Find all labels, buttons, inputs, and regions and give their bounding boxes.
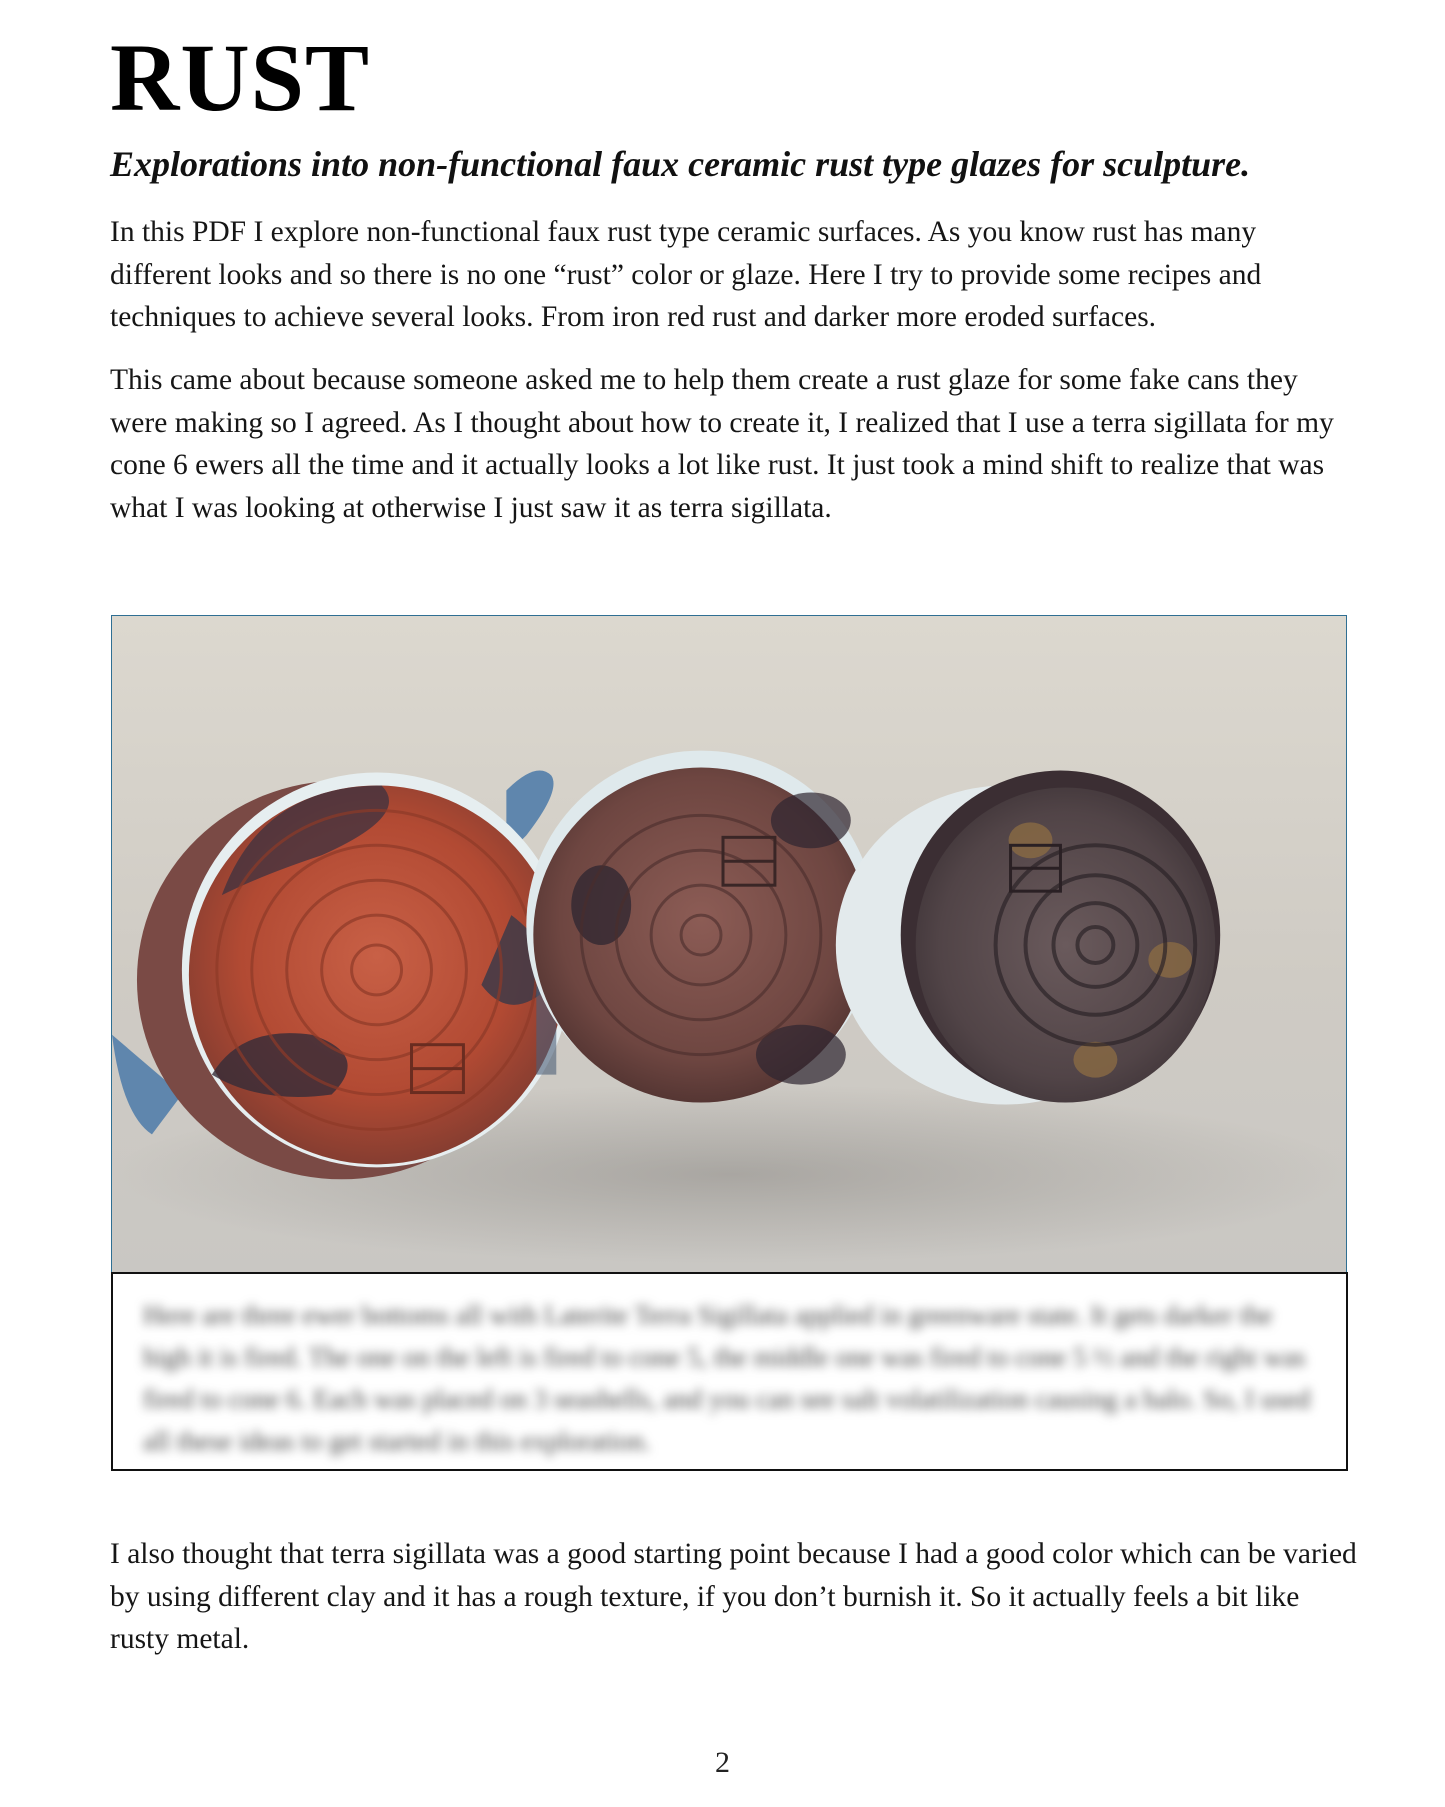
page-subtitle: Explorations into non-functional faux ceramic rust type glazes for sculpture. (110, 144, 1251, 184)
page-number: 2 (715, 1746, 730, 1779)
page-title: RUST (110, 24, 371, 131)
ewer-bottoms-photo (111, 615, 1347, 1275)
intro-paragraph: In this PDF I explore non-functional faux rust type ceramic surfaces. As you know rust has many different looks and so there is no one “rust” color or glaze. Here I try to provide some recipes and techniques to achieve several looks. From iron red rust and darker more eroded surfaces. (110, 216, 1262, 333)
closing-paragraph: I also thought that terra sigillata was a good starting point because I had a good color which can be varied by using different clay and it has a rough texture, if you don’t burnish it. So it actually feels a bit like rusty metal. (110, 1538, 1357, 1655)
photo-caption-box (111, 1272, 1348, 1471)
background-paragraph: This came about because someone asked me to help them create a rust glaze for some fake cans they were making so I agreed. As I thought about how to create it, I realized that I use a terra sigillata for my cone 6 ewers all the time and it actually looks a lot like rust. It just took a mind shift to realize that was what I was looking at otherwise I just saw it as terra sigillata. (110, 364, 1334, 524)
ewer-bottoms-illustration (112, 616, 1346, 1274)
photo-caption: Here are three ewer bottoms all with Laterite Terra Sigillata applied in greenware state. It gets darker the high it is fired. The one on the left is fired to cone 5, the middle one was fired to cone 5 ½ and the right was fired to cone 6. Each was placed on 3 seashells, and you can see salt volatilization causing a halo. So, I used all these ideas to get started in this exploration. (143, 1300, 1311, 1456)
